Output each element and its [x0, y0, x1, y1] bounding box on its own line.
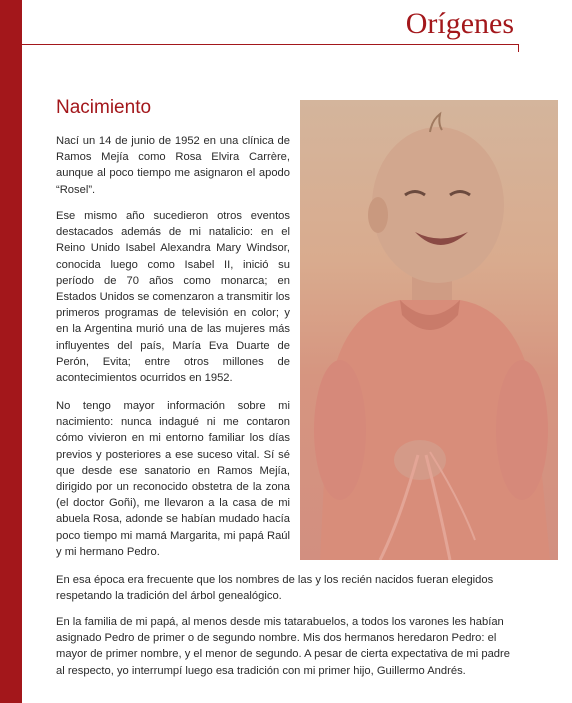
paragraph-father-family: En la familia de mi papá, al menos desde mis tatarabuelos, a todos los varones les habían asignado Pedro de primer o de segundo nombre. Mis dos hermanos heredaron Pedro: el mayor de primer nombre, y el menor de segundo. A pesar de cierta expectativa de mi padre al respecto, yo interrumpí luego esa tradición con mi primer hijo, Guillermo Andrés. — [56, 616, 510, 677]
paragraph-no-information: No tengo mayor información sobre mi nacimiento: nunca indagué ni me contaron cómo vivieron en mi entorno familiar los días previos y posteriores a ese suceso vital. Sí sé que desde ese sanatorio en Ramos Mejía, dirigido por un reconocido obstetra de la zona (el doctor Goñi), me llevaron a la casa de mi abuela Rosa, adonde se habían mudado hacía poco tiempo mi mamá Margarita, mi papá Raúl y mi hermano Pedro. — [56, 400, 290, 558]
page-header-title: Orígenes — [405, 7, 514, 40]
baby-photo — [300, 100, 558, 560]
paragraph-naming-tradition: En esa época era frecuente que los nombres de las y los recién nacidos fueran elegidos respetando la tradición del árbol genealógico. — [56, 574, 494, 603]
header-rule — [22, 44, 518, 45]
paragraph-birth: Nací un 14 de junio de 1952 en una clínica de Ramos Mejía como Rosa Elvira Carrère, aunque al poco tiempo me asignaron el apodo “Rosel”. — [56, 135, 290, 196]
header-rule-tick — [518, 44, 519, 52]
paragraph-events-1952: Ese mismo año sucedieron otros eventos destacados además de mi natalicio: en el Reino Unido Isabel Alexandra Mary Windsor, conocida luego como Isabel II, inició su período de 70 años como monarca; en Estados Unidos se comenzaron a transmitir los primeros programas de televisión en color; y en la Argentina murió una de las mujeres más influyentes del país, María Eva Duarte de Perón, Evita; entre otros millones de acontecimientos ocurridos en 1952. — [56, 210, 290, 385]
left-accent-bar — [0, 0, 22, 703]
section-title: Nacimiento — [56, 97, 152, 118]
